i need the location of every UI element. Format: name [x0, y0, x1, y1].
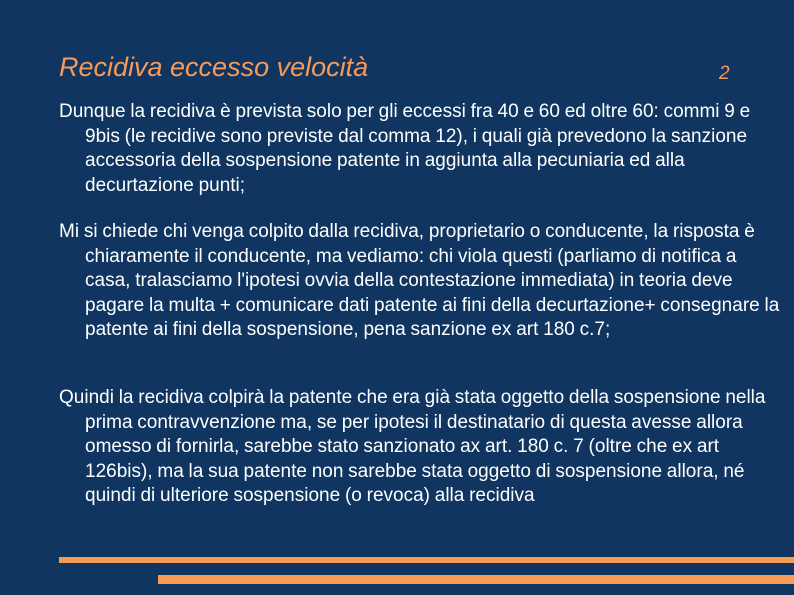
- decorative-rule-top: [59, 557, 794, 563]
- slide-title: Recidiva eccesso velocità: [59, 52, 369, 82]
- paragraph-who-is-affected: Mi si chiede chi venga colpito dalla recidiva, proprietario o conducente, la risposta è chiaramente il conducente, ma vediamo: chi viola questi (parliamo di notifica a casa, tralasciamo l'ipotesi ovvia della contestazione immediata) in teoria deve pagare la multa + comunicare dati patente ai fini della decurtazione+ consegnare la patente ai fini della sospensione, pena sanzione ex art 180 c.7;: [59, 221, 780, 340]
- paragraph-conclusion: Quindi la recidiva colpirà la patente che era già stata oggetto della sospensione nella prima contravvenzione ma, se per ipotesi il destinatario di questa avesse allora omesso di fornirla, sarebbe stato sanzionato ax art. 180 c. 7 (oltre che ex art 126bis), ma la sua patente non sarebbe stata oggetto di sospensione allora, né quindi di ulteriore sospensione (o revoca) alla recidiva: [59, 387, 766, 506]
- slide-number: 2: [719, 63, 730, 84]
- decorative-rule-bottom: [158, 575, 794, 584]
- paragraph-recidiva-scope: Dunque la recidiva è prevista solo per gli eccessi fra 40 e 60 ed oltre 60: commi 9 e 9bis (le recidive sono previste dal comma 12), i quali già prevedono la sanzione accessoria della sospensione patente in aggiunta alla pecuniaria ed alla decurtazione punti;: [59, 101, 751, 196]
